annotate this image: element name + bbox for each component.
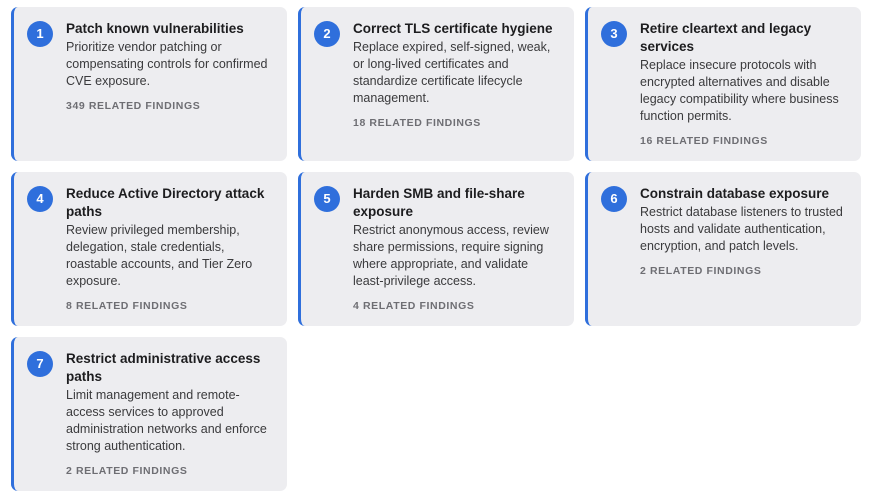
findings-number: 2 (640, 265, 647, 277)
findings-number: 4 (353, 300, 360, 312)
recommendation-title: Retire cleartext and legacy services (640, 21, 812, 54)
step-number-badge: 1 (27, 21, 53, 47)
recommendation-card[interactable] (298, 172, 574, 326)
recommendation-card[interactable] (585, 7, 861, 161)
findings-number: 349 (66, 100, 86, 112)
recommendation-title: Correct TLS certificate hygiene (353, 21, 553, 36)
related-findings-count (640, 135, 849, 147)
recommendation-title: Patch known vulnerabilities (66, 21, 244, 36)
step-number-badge: 4 (27, 186, 53, 212)
recommendation-description: Replace insecure protocols with encrypted alternatives and disable legacy compatibility where business function permits. (640, 58, 839, 123)
recommendation-description: Limit management and remote-access services to approved administration networks and enforce strong authentication. (66, 388, 267, 453)
recommendation-title: Restrict administrative access paths (66, 351, 261, 384)
findings-label: RELATED FINDINGS (369, 117, 481, 129)
recommendation-title: Reduce Active Directory attack paths (66, 186, 265, 219)
related-findings-count (353, 117, 562, 129)
related-findings-count (66, 300, 275, 312)
step-number-badge: 6 (601, 186, 627, 212)
findings-number: 18 (353, 117, 366, 129)
step-number-badge: 5 (314, 186, 340, 212)
findings-label: RELATED FINDINGS (362, 300, 475, 312)
related-findings-count (640, 265, 849, 277)
related-findings-count (66, 465, 275, 477)
recommendation-title: Harden SMB and file-share exposure (353, 186, 525, 219)
findings-number: 16 (640, 135, 653, 147)
step-number-badge: 3 (601, 21, 627, 47)
recommendation-description: Restrict database listeners to trusted hosts and validate authentication, encryption, and patch levels. (640, 205, 843, 253)
step-number-badge: 7 (27, 351, 53, 377)
recommendation-description: Replace expired, self-signed, weak, or long-lived certificates and standardize certificate lifecycle management. (353, 40, 551, 105)
recommendation-title: Constrain database exposure (640, 186, 830, 201)
related-findings-count (66, 100, 275, 112)
findings-number: 8 (66, 300, 73, 312)
findings-label: RELATED FINDINGS (88, 100, 201, 112)
findings-label: RELATED FINDINGS (649, 265, 762, 277)
recommendation-card[interactable] (11, 337, 287, 491)
findings-label: RELATED FINDINGS (75, 300, 188, 312)
recommendation-card[interactable] (585, 172, 861, 326)
related-findings-count (353, 300, 562, 312)
findings-number: 2 (66, 465, 73, 477)
recommendation-description: Review privileged membership, delegation, stale credentials, roastable accounts, and Tier Zero exposure. (66, 223, 253, 288)
step-number-badge: 2 (314, 21, 340, 47)
findings-label: RELATED FINDINGS (75, 465, 188, 477)
recommendation-card[interactable] (11, 7, 287, 161)
recommendation-description: Prioritize vendor patching or compensating controls for confirmed CVE exposure. (66, 40, 268, 88)
recommendation-description: Restrict anonymous access, review share permissions, require signing where appropriate, and validate least-privilege access. (353, 223, 549, 288)
recommendation-card[interactable] (11, 172, 287, 326)
recommendation-card[interactable] (298, 7, 574, 161)
findings-label: RELATED FINDINGS (656, 135, 768, 147)
